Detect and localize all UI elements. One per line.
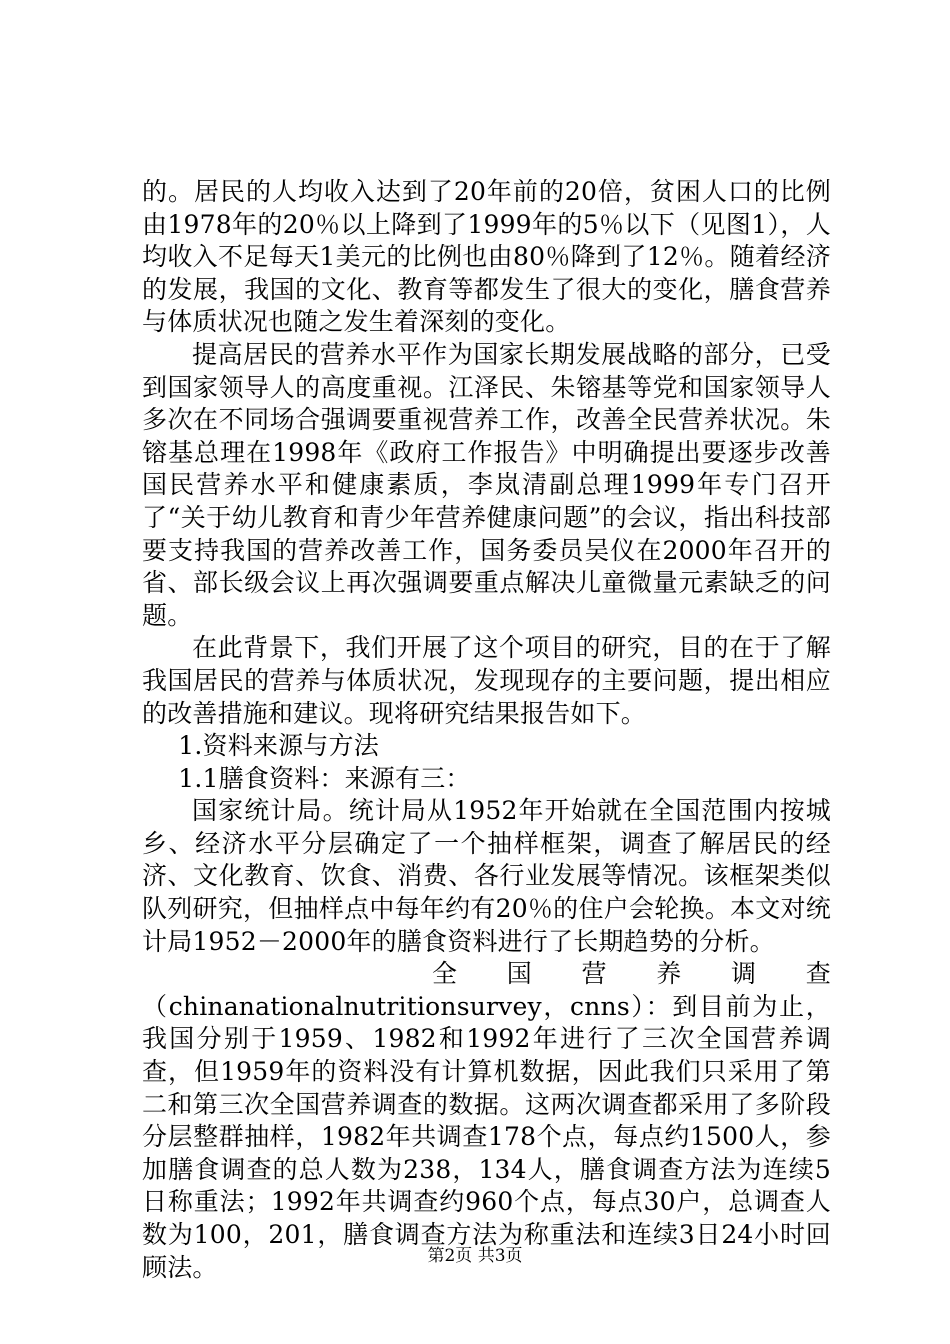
paragraph-national-survey: （chinanationalnutritionsurvey，cnns）：到目前为止，我国分别于1959、1982和1992年进行了三次全国营养调查，但1959年的资料没有计算机数据，因此我们只采用了第二和第三次全国营养调查的数据。这两次调查都采用了多阶段分层整群抽样，1982年共调查178个点，每点约1500人，参加膳食调查的总人数为238，134人，膳食调查方法为连续5日称重法；1992年共调查约960个点，每点30户，总调查人数为100，201，膳食调查方法为称重法和连续3日24小时回顾法。	[142, 991, 831, 1282]
page-footer: 第2页 共3页	[427, 1246, 523, 1266]
survey-title-spread	[432, 958, 831, 991]
survey-title-char: 查	[805, 959, 831, 989]
paragraph-income: 的。居民的人均收入达到了20年前的20倍，贫困人口的比例由1978年的20％以上降到了1999年的5％以下（见图1），人均收入不足每天1美元的比例也由80％降到了12％。随着经济的发展，我国的文化、教育等都发生了很大的变化，膳食营养与体质状况也随之发生着深刻的变化。	[142, 177, 831, 337]
paragraph-statistics-bureau: 国家统计局。统计局从1952年开始就在全国范围内按城乡、经济水平分层确定了一个抽样框架，调查了解居民的经济、文化教育、饮食、消费、各行业发展等情况。该框架类似队列研究，但抽样点中每年约有20％的住户会轮换。本文对统计局1952－2000年的膳食资料进行了长期趋势的分析。	[142, 796, 831, 956]
section-heading-sources-methods: 1.资料来源与方法	[178, 731, 379, 761]
document-body	[142, 176, 831, 1284]
survey-title-char: 营	[581, 959, 607, 989]
paragraph-background: 在此背景下，我们开展了这个项目的研究，目的在于了解我国居民的营养与体质状况，发现现存的主要问题，提出相应的改善措施和建议。现将研究结果报告如下。	[142, 633, 831, 728]
survey-title-char: 调	[731, 959, 757, 989]
survey-title-char: 全	[432, 959, 458, 989]
subsection-heading-dietary-data: 1.1膳食资料：来源有三：	[178, 763, 471, 793]
paragraph-leadership: 提高居民的营养水平作为国家长期发展战略的部分，已受到国家领导人的高度重视。江泽民、朱镕基等党和国家领导人多次在不同场合强调要重视营养工作，改善全民营养状况。朱镕基总理在1998年《政府工作报告》中明确提出要逐步改善国民营养水平和健康素质，李岚清副总理1999年专门召开了“关于幼儿教育和青少年营养健康问题”的会议，指出科技部要支持我国的营养改善工作，国务委员吴仪在2000年召开的省、部长级会议上再次强调要重点解决儿童微量元素缺乏的问题。	[142, 339, 831, 630]
survey-title-char: 养	[656, 959, 682, 989]
survey-title-char: 国	[506, 959, 532, 989]
